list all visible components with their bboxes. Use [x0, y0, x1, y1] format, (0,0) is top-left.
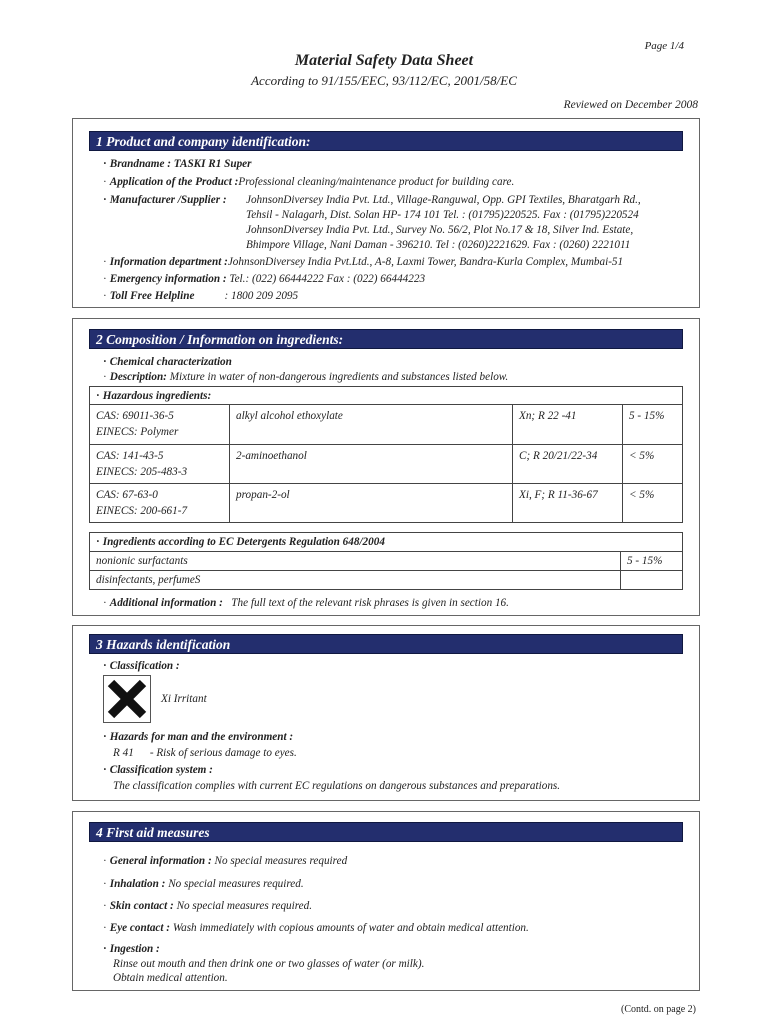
hazards-label: · Hazards for man and the environment : [103, 731, 294, 743]
cas-cell: CAS: 141-43-5 EINECS: 205-483-3 [90, 445, 230, 483]
risk-cell: Xn; R 22 -41 [513, 405, 623, 444]
manufacturer-address-3: JohnsonDiversey India Pvt. Ltd., Survey No. 56/2, Plot No.17 & 18, Silver Ind. Estate, [246, 224, 634, 236]
description-line: · Description: Mixture in water of non-dangerous ingredients and substances listed below. [103, 371, 509, 383]
review-date: Reviewed on December 2008 [563, 99, 698, 111]
risk-phrase: R 41 - Risk of serious damage to eyes. [113, 747, 297, 759]
toll-free-helpline: · Toll Free Helpline : 1800 209 2095 [103, 290, 299, 302]
table-header-row [90, 387, 682, 405]
manufacturer-address-4: Bhimpore Village, Nani Daman - 396210. Tel : (0260)2221629. Fax : (0260) 2221011 [246, 239, 631, 251]
ingredient-name-cell: nonionic surfactants [90, 552, 621, 570]
table-row [90, 405, 682, 445]
manufacturer-address-2: Tehsil - Nalagarh, Dist. Solan HP- 174 101 Tel. : (01795)220525. Fax : (01795)220524 [246, 209, 639, 221]
hazardous-ingredients-label: · Hazardous ingredients: [96, 390, 212, 402]
brandname: · Brandname : TASKI R1 Super [103, 158, 252, 170]
additional-information: · Additional information : The full text of the relevant risk phrases is given in section 16. [103, 597, 509, 609]
percentage-cell: < 5% [629, 489, 655, 501]
percentage-cell: 5 - 15% [629, 410, 665, 422]
percentage-cell: 5 - 15% [627, 555, 663, 567]
skin-contact: · Skin contact : No special measures required. [103, 900, 313, 912]
section-heading: 4 First aid measures [89, 822, 683, 842]
percentage-cell [621, 571, 682, 589]
emergency-information: · Emergency information : Tel.: (022) 66444222 Fax : (022) 66444223 [103, 273, 426, 285]
document-subtitle: According to 91/155/EEC, 93/112/EC, 2001/58/EC [251, 73, 517, 88]
section-product-identification [72, 118, 700, 308]
ingestion-line-1: Rinse out mouth and then drink one or two glasses of water (or milk). [113, 958, 425, 970]
table-row [90, 552, 682, 571]
chemical-characterization: · Chemical characterization [103, 356, 232, 368]
manufacturer-label: · Manufacturer /Supplier : [103, 194, 227, 206]
table-row [90, 484, 682, 522]
section-heading: 3 Hazards identification [89, 634, 683, 654]
hazard-symbol-label: Xi Irritant [161, 693, 207, 705]
manufacturer-address-1: JohnsonDiversey India Pvt. Ltd., Village-Ranguwal, Opp. GPI Textiles, Bharatgarh Rd., [246, 194, 641, 206]
page-number: Page 1/4 [644, 40, 684, 52]
section-first-aid [72, 811, 700, 991]
risk-cell: C; R 20/21/22-34 [513, 445, 623, 483]
detergents-regulation-label: · Ingredients according to EC Detergents Regulation 648/2004 [96, 536, 385, 548]
classification-system-text: The classification complies with current EC regulations on dangerous substances and preparations. [113, 780, 561, 792]
ingredient-name-cell: 2-aminoethanol [230, 445, 513, 483]
continued-note: (Contd. on page 2) [621, 1004, 696, 1015]
section-composition [72, 318, 700, 616]
risk-cell: Xi, F; R 11-36-67 [513, 484, 623, 522]
inhalation: · Inhalation : No special measures required. [103, 878, 304, 890]
cas-cell: CAS: 67-63-0 EINECS: 200-661-7 [90, 484, 230, 522]
application-line: · Application of the Product :Professional cleaning/maintenance product for building care. [103, 176, 515, 188]
classification-label: · Classification : [103, 660, 180, 672]
section-heading: 2 Composition / Information on ingredients: [89, 329, 683, 349]
general-information: · General information : No special measures required [103, 855, 348, 867]
ingredient-name-cell: propan-2-ol [230, 484, 513, 522]
table-row [90, 571, 682, 589]
document-title: Material Safety Data Sheet [294, 52, 474, 69]
eye-contact: · Eye contact : Wash immediately with copious amounts of water and obtain medical attention. [103, 922, 529, 934]
section-hazards-identification [72, 625, 700, 801]
information-department: · Information department :JohnsonDiversey India Pvt.Ltd., A-8, Laxmi Tower, Bandra-Kurla Complex, Mumbai-51 [103, 256, 624, 268]
ingestion-line-2: Obtain medical attention. [113, 972, 228, 984]
hazardous-ingredients-table [89, 386, 683, 523]
irritant-x-icon [103, 675, 151, 723]
cas-cell: CAS: 69011-36-5 EINECS: Polymer [90, 405, 230, 444]
ingestion-label: · Ingestion : [103, 943, 160, 955]
ingredient-name-cell: disinfectants, perfumeS [90, 571, 621, 589]
section-heading: 1 Product and company identification: [89, 131, 683, 151]
detergents-regulation-table [89, 532, 683, 590]
percentage-cell: < 5% [629, 450, 655, 462]
ingredient-name-cell: alkyl alcohol ethoxylate [230, 405, 513, 444]
table-row [90, 445, 682, 484]
table-header-row [90, 533, 682, 552]
classification-system-label: · Classification system : [103, 764, 213, 776]
